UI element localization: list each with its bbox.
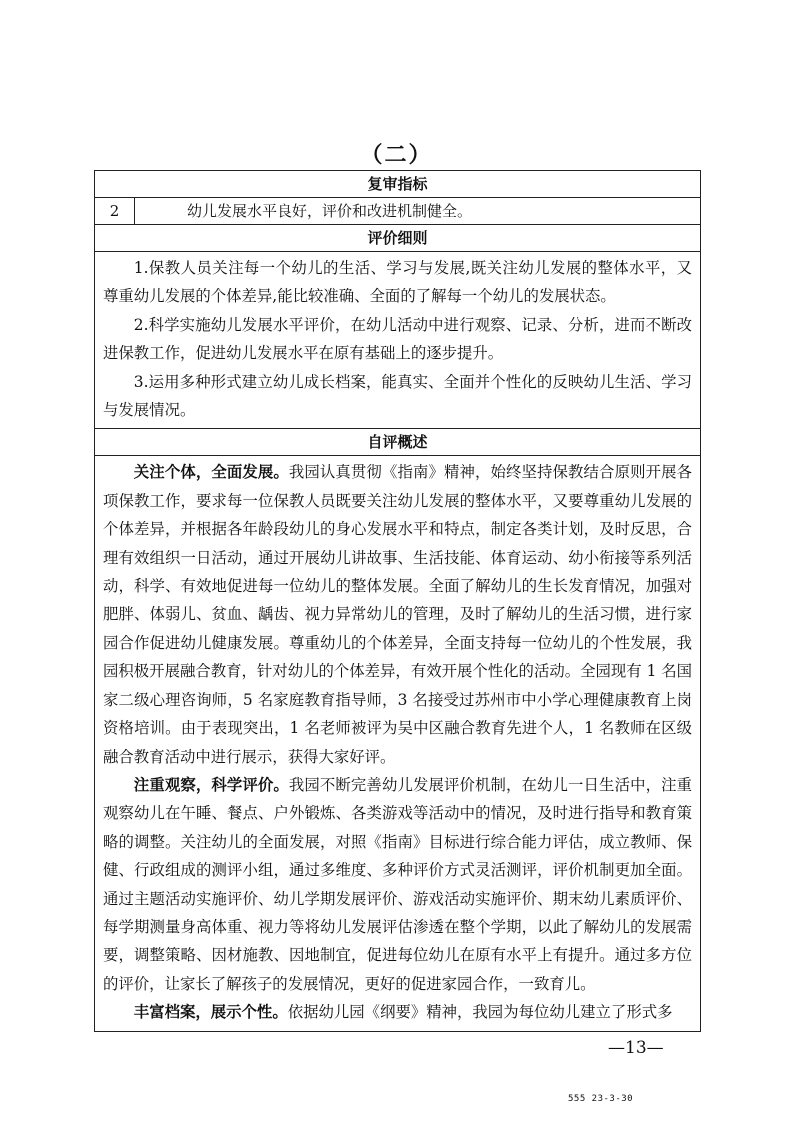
review-indicator-row	[95, 198, 701, 225]
evaluation-table	[94, 170, 701, 1032]
detail-item-1: 1.保教人员关注每一个幼儿的生活、学习与发展,既关注幼儿发展的整体水平，又尊重幼儿发展的个体差异,能比较准确、全面的了解每一个幼儿的发展状态。	[103, 259, 693, 306]
paragraph-body: 我园认真贯彻《指南》精神，始终坚持保教结合原则开展各项保教工作，要求每一位保教人员既要关注幼儿发展的整体水平，又要尊重幼儿发展的个体差异，并根据各年龄段幼儿的身心发展水平和特点，制定各类计划，及时反思，合理有效组织一日活动，通过开展幼儿讲故事、生活技能、体育运动、幼小衔接等系列活动，科学、有效地促进每一位幼儿的整体发展。全面了解幼儿的生长发育情况，加强对肥胖、体弱儿、贫血、龋齿、视力异常幼儿的管理，及时了解幼儿的生活习惯，进行家园合作促进幼儿健康发展。尊重幼儿的个体差异，全面支持每一位幼儿的个性发展，我园积极开展融合教育，针对幼儿的个体差异，有效开展个性化的活动。全园现有 1 名国家二级心理咨询师，5 名家庭教育指导师，3 名接受过苏州市中小学心理健康教育上岗资格培训。由于表现突出，1 名老师被评为吴中区融合教育先进个人，1 名教师在区级融合教育活动中进行展示，获得大家好评。	[103, 463, 693, 766]
section-title: （二）	[360, 142, 433, 168]
detail-item-3: 3.运用多种形式建立幼儿成长档案，能真实、全面并个性化的反映幼儿生活、学习与发展情况。	[103, 372, 693, 420]
indicator-number: 2	[95, 198, 135, 225]
indicator-text: 幼儿发展水平良好，评价和改进机制健全。	[135, 198, 701, 225]
self-eval-paragraph-3	[95, 998, 700, 1026]
self-evaluation-body	[95, 456, 701, 1031]
review-indicator-header: 复审指标	[95, 171, 701, 198]
review-indicator-header-row	[95, 171, 701, 198]
paragraph-lead: 丰富档案，展示个性。	[133, 1003, 288, 1022]
paragraph-lead: 关注个体，全面发展。	[133, 463, 289, 482]
paragraph-lead: 注重观察，科学评价。	[133, 775, 289, 794]
evaluation-details-body	[95, 252, 701, 429]
paragraph-body: 我园不断完善幼儿发展评价机制，在幼儿一日生活中，注重观察幼儿在午睡、餐点、户外锻炼、各类游戏等活动中的情况，及时进行指导和教育策略的调整。关注幼儿的全面发展，对照《指南》目标进行综合能力评估，成立教师、保健、行政组成的测评小组，通过多维度、多种评价方式灵活测评，评价机制更加全面。通过主题活动实施评价、幼儿学期发展评价、游戏活动实施评价、期末幼儿素质评价、每学期测量身高体重、视力等将幼儿发展评估渗透在整个学期，以此了解幼儿的发展需要，调整策略、因材施教、因地制宜，促进每位幼儿在原有水平上有提升。通过多方位的评价，让家长了解孩子的发展情况，更好的促进家园合作，一致育儿。	[103, 775, 693, 993]
evaluation-details-header: 评价细则	[95, 225, 701, 252]
self-eval-paragraph-1	[95, 458, 700, 770]
footer-stamp: 555 23-3-30	[568, 1094, 634, 1104]
self-evaluation-row	[95, 456, 701, 1031]
self-evaluation-header-row	[95, 429, 701, 456]
detail-item-2: 2.科学实施幼儿发展水平评价，在幼儿活动中进行观察、记录、分析，进而不断改进保教工作，促进幼儿发展水平在原有基础上的逐步提升。	[103, 315, 693, 363]
self-eval-paragraph-2	[95, 771, 700, 998]
self-evaluation-header: 自评概述	[95, 429, 701, 456]
paragraph-body: 依据幼儿园《纲要》精神，我园为每位幼儿建立了形式多	[287, 1003, 673, 1022]
evaluation-details-row	[95, 252, 701, 429]
evaluation-details-header-row	[95, 225, 701, 252]
page-number: —13—	[608, 1038, 664, 1058]
